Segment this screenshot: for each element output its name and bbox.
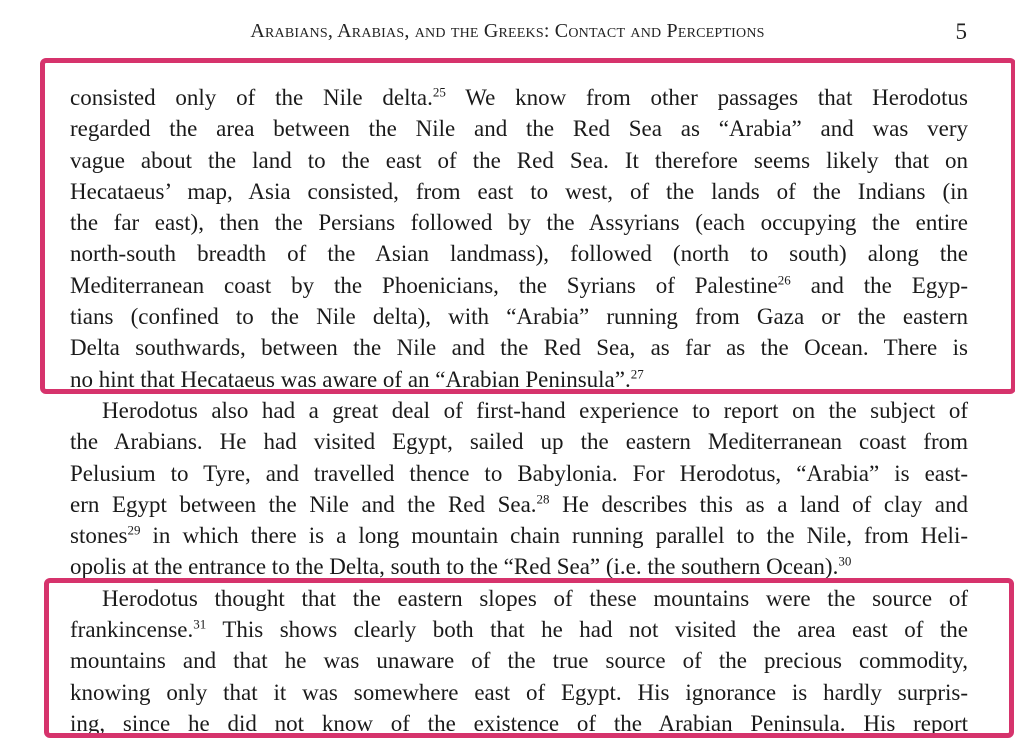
body-text [70,82,968,739]
text-line: Delta southwards, between the Nile and the Red Sea, as far as the Ocean. There is [70,335,968,361]
text-line: north-south breadth of the Asian landmass), followed (north to south) along the [70,241,968,267]
text-line: ern Egypt between the Nile and the Red Sea.$^{28}$ He describes this as a land of clay and [70,491,968,517]
text-line: regarded the area between the Nile and the Red Sea as “Arabia” and was very [70,116,968,142]
text-line: Pelusium to Tyre, and travelled thence to Babylonia. For Herodotus, “Arabia” is east- [70,460,968,486]
text-line: ing, since he did not know of the existence of the Arabian Peninsula. His report [70,710,968,736]
text-line: Herodotus also had a great deal of first-hand experience to report on the subject of [102,397,968,423]
footnote-ref[interactable]: 30 [838,553,852,569]
text-line: consisted only of the Nile delta.$^{25}$ We know from other passages that Herodotus [70,84,968,110]
text-line: Mediterranean coast by the Phoenicians, the Syrians of Palestine$^{26}$ and the Egyp- [70,272,968,298]
footnote-ref[interactable]: 25 [432,84,446,100]
running-header: Arabians, Arabias, and the Greeks: Contact and Perceptions [250,20,765,42]
footnote-ref[interactable]: 29 [127,522,141,538]
text-line: stones$^{29}$ in which there is a long mountain chain running parallel to the Nile, from Heli- [70,522,968,549]
text-line: mountains and that he was unaware of the true source of the precious commodity, [70,648,968,674]
text-line: vague about the land to the east of the Red Sea. It therefore seems likely that on [70,147,968,173]
text-line: the far east), then the Persians followed by the Assyrians (each occupying the entire [70,210,968,236]
text-line: Herodotus thought that the eastern slopes of these mountains were the source of [102,585,968,611]
text-line: tians (confined to the Nile delta), with “Arabia” running from Gaza or the eastern [70,304,968,330]
text-line: Hecataeus’ map, Asia consisted, from east to west, of the lands of the Indians (in [70,178,968,204]
footnote-ref[interactable]: 26 [777,272,791,288]
page-number: 5 [955,19,967,44]
text-line: knowing only that it was somewhere east of Egypt. His ignorance is hardly surpris- [70,679,968,705]
text-line: the Arabians. He had visited Egypt, sailed up the eastern Mediterranean coast from [70,429,968,455]
text-line: opolis at the entrance to the Delta, south to the “Red Sea” (i.e. the southern Ocean).$^{30}$ [70,553,852,580]
footnote-ref[interactable]: 27 [630,366,644,382]
text-line: no hint that Hecataeus was aware of an “Arabian Peninsula”.$^{27}$ [70,366,644,392]
text-line: frankincense.$^{31}$ This shows clearly both that he had not visited the area east of the [70,616,968,643]
footnote-ref[interactable]: 31 [193,616,207,632]
footnote-ref[interactable]: 28 [536,491,550,507]
